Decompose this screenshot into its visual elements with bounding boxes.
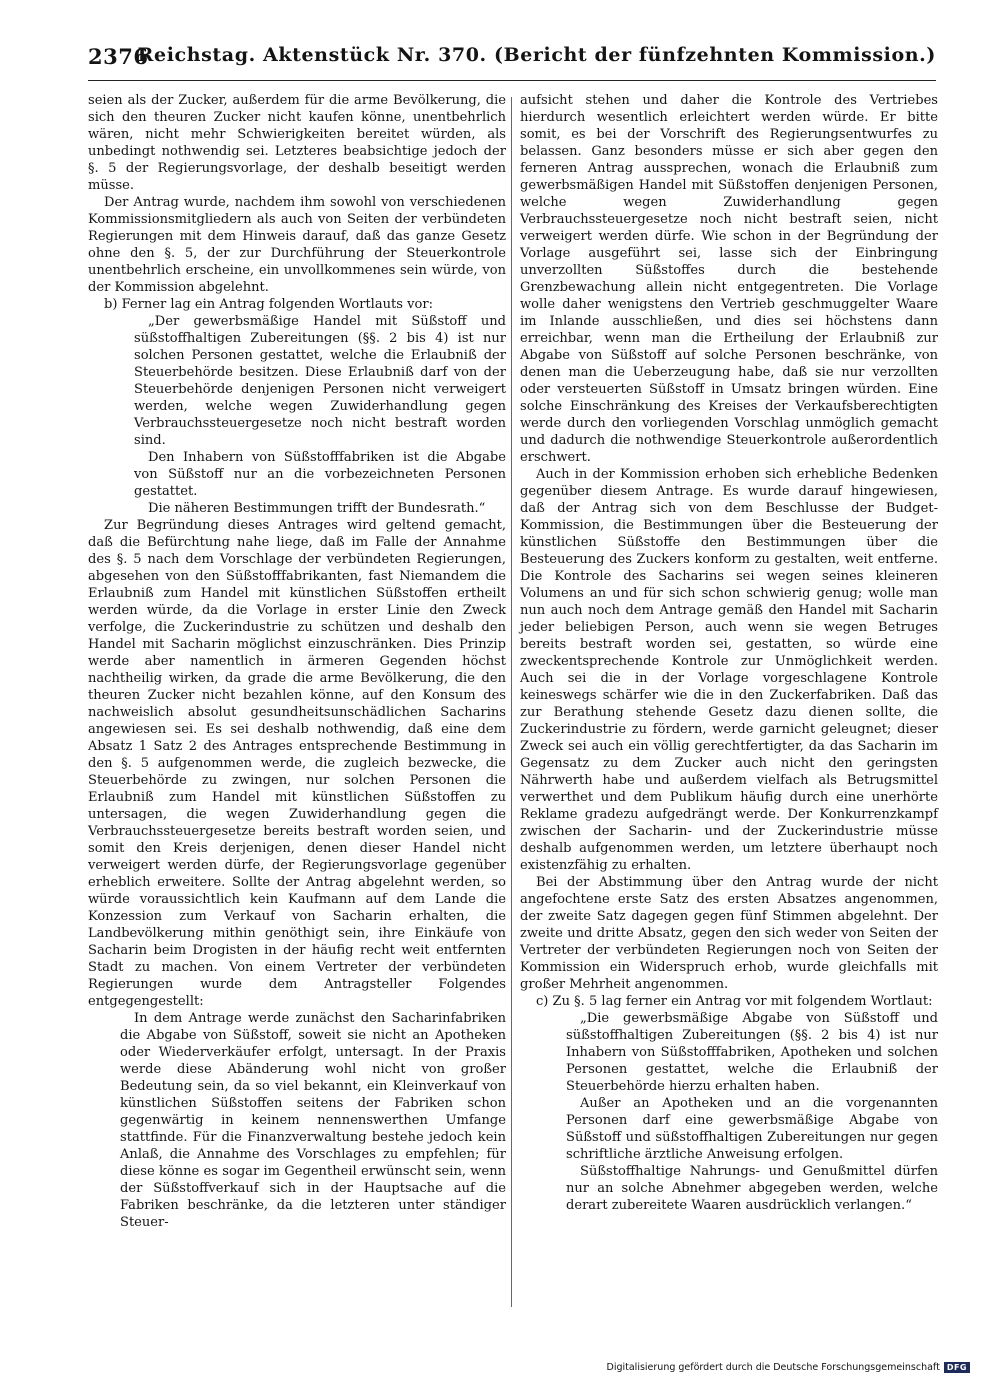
quoted-motion: Den Inhabern von Süßstofffabriken ist die Abgabe von Süßstoff nur an die vorbezeichneten Personen gestattet. — [134, 450, 506, 499]
paragraph: aufsicht stehen und daher die Kontrole des Vertriebes hierdurch wesentlich erleichtert werden würde. Er bitte somit, es bei der Vorschrift des Regierungsentwurfes zu belassen. Ganz besonders müsse er sich aber gegen den ferneren Antrag aussprechen, wonach die Erlaubniß zum gewerbsmäßigen Handel mit Süßstoffen denjenigen Personen, welche wegen Zuwiderhandlung gegen Verbrauchssteuergesetze noch nicht bestraft seien, nicht verweigert werden dürfe. Wie schon in der Begründung der Vorlage ausgeführt sei, lasse sich der Einbringung unverzollten Süßstoffes durch die bestehende Grenzbewachung allein nicht entgegentreten. Die Vorlage wolle daher wenigstens den Vertrieb geschmuggelter Waare im Inlande ausschließen, und dies sei höchstens dann erreichbar, wenn man die Ertheilung der Erlaubniß zur Abgabe von Süßstoff auf solche Personen beschränke, von denen man die Ueberzeugung habe, daß sie nur verzollten oder versteuerten Süßstoff in Umsatz bringen würden. Eine solche Einschränkung des Kreises der Verkaufsberechtigten werde durch den vorliegenden Vorschlag unmöglich gemacht und dadurch die nothwendige Steuerkontrole außerordentlich erschwert. — [520, 93, 938, 465]
quoted-motion: Süßstoffhaltige Nahrungs- und Genußmittel dürfen nur an solche Abnehmer abgegeben werden, welche derart zubereitete Waaren ausdrücklich verlangen.“ — [566, 1164, 938, 1213]
dfg-logo: DFG — [944, 1362, 970, 1373]
paragraph: Bei der Abstimmung über den Antrag wurde der nicht angefochtene erste Satz des ersten Absatzes angenommen, der zweite Satz dagegen gegen fünf Stimmen abgelehnt. Der zweite und dritte Absatz, gegen den sich weder von Seiten der Vertreter der verbündeten Regierungen noch von Seiten der Kommission ein Widerspruch erhob, wurde gleichfalls mit großer Mehrheit angenommen. — [520, 875, 938, 992]
left-column — [88, 92, 506, 1231]
credit-text: Digitalisierung gefördert durch die Deutsche Forschungsgemeinschaft — [606, 1362, 940, 1373]
right-column — [520, 92, 938, 1214]
column-divider — [511, 97, 512, 1307]
motion-heading: c) Zu §. 5 lag ferner ein Antrag vor mit folgendem Wortlaut: — [536, 994, 933, 1009]
quoted-motion: „Die gewerbsmäßige Abgabe von Süßstoff und süßstoffhaltigen Zubereitungen (§§. 2 bis 4) ist nur Inhabern von Süßstofffabriken, Apotheken und solchen Personen gestattet, welche die Erlaubniß der Steuerbehörde hierzu erhalten haben. — [566, 1011, 938, 1094]
paragraph: In dem Antrage werde zunächst den Sacharinfabriken die Abgabe von Süßstoff, soweit sie nicht an Apotheken oder Wiederverkäufer erfolgt, untersagt. In der Praxis werde diese Abänderung wohl nicht von großer Bedeutung sein, da so viel bekannt, ein Kleinverkauf von künstlichen Süßstoffen seitens der Fabriken schon gegenwärtig in keinem nennenswerthen Umfange stattfinde. Für die Finanzverwaltung bestehe jedoch kein Anlaß, die Annahme des Vorschlages zu empfehlen; für diese könne es sogar im Gegentheil erwünscht sein, wenn der Süßstoffverkauf sich in der Hauptsache auf die Fabriken beschränke, da die letzteren unter ständiger Steuer- — [120, 1011, 506, 1230]
running-title: Reichstag. Aktenstück Nr. 370. (Bericht der fünfzehnten Kommission.) — [137, 44, 936, 66]
digitization-credit — [607, 1362, 970, 1373]
paragraph: Zur Begründung dieses Antrages wird geltend gemacht, daß die Befürchtung nahe liege, daß im Falle der Annahme des §. 5 nach dem Vorschlage der verbündeten Regierungen, abgesehen von den Süßstofffabrikanten, fast Niemandem die Erlaubniß zum Handel mit künstlichen Süßstoffen ertheilt werden würde, da die Vorlage in erster Linie den Zweck verfolge, die Zuckerindustrie zu schützen und deshalb den Handel mit Sacharin möglichst einzuschränken. Dies Prinzip werde aber namentlich in ärmeren Gegenden höchst nachtheilig wirken, da grade die arme Bevölkerung, die den theuren Zucker nicht bezahlen könne, auf den Konsum des nachweislich absolut gesundheitsunschädlichen Sacharins angewiesen sei. Es sei deshalb nothwendig, daß eine dem Absatz 1 Satz 2 des Antrages entsprechende Bestimmung in den §. 5 aufgenommen werde, die zugleich bezwecke, die Steuerbehörde zu zwingen, nur solchen Personen die Erlaubniß zum Handel mit künstlichen Süßstoffen zu untersagen, die wegen Zuwiderhandlung gegen die Verbrauchssteuergesetze bereits bestraft worden seien, und somit den Kreis derjenigen, denen dieser Handel nicht verweigert werden dürfe, der Regierungsvorlage gegenüber erheblich erweitere. Sollte der Antrag abgelehnt werden, so würde voraussichtlich kein Kaufmann auf dem Lande die Konzession zum Verkauf von Sacharin erhalten, die Landbevölkerung mithin genöthigt sein, ihre Einkäufe von Sacharin beim Drogisten in der häufig recht weit entfernten Stadt zu machen. Von einem Vertreter der verbündeten Regierungen wurde dem Antragsteller Folgendes entgegengestellt: — [88, 518, 506, 1009]
paragraph: Auch in der Kommission erhoben sich erhebliche Bedenken gegenüber diesem Antrage. Es wurde darauf hingewiesen, daß der Antrag sich von dem Beschlusse der Budget-Kommission, die Bestimmungen über die Besteuerung der künstlichen Süßstoffe den Bestimmungen über die Besteuerung des Zuckers konform zu gestalten, weit entferne. Die Kontrole des Sacharins sei wegen seines kleineren Volumens an und für sich schon schwierig genug; wolle man nun auch noch dem Antrage gemäß den Handel mit Sacharin jeder beliebigen Person, auch wenn sie wegen Betruges bereits bestraft worden sei, gestatten, so würde eine zweckentsprechende Kontrole zur Unmöglichkeit werden. Auch sei die in der Vorlage vorgeschlagene Kontrole keineswegs schärfer wie die in den Zuckerfabriken. Daß das zur Berathung stehende Gesetz dazu dienen sollte, die Zuckerindustrie zu fördern, werde garnicht geleugnet; dieser Zweck sei auch ein völlig gerechtfertigter, da das Sacharin im Gegensatz zu dem Zucker auch nicht den geringsten Nährwerth habe und außerdem vielfach als Betrugsmittel verwerthet und dem Publikum häufig durch eine unerhörte Reklame gradezu aufgedrängt werde. Der Konkurrenzkampf zwischen der Sacharin- und der Zuckerindustrie müsse deshalb aufgenommen werden, um letztere überhaupt noch existenzfähig zu erhalten. — [520, 467, 938, 873]
page-number: 2376 — [88, 44, 149, 69]
header-rule — [88, 80, 936, 81]
quoted-motion: „Der gewerbsmäßige Handel mit Süßstoff und süßstoffhaltigen Zubereitungen (§§. 2 bis 4) ist nur solchen Personen gestattet, welche die Erlaubniß der Steuerbehörde besitzen. Diese Erlaubniß darf von der Steuerbehörde denjenigen Personen nicht verweigert werden, welche wegen Zuwiderhandlung gegen Verbrauchssteuergesetze noch nicht bestraft worden sind. — [134, 314, 506, 448]
paragraph: Der Antrag wurde, nachdem ihm sowohl von verschiedenen Kommissionsmitgliedern als auch von Seiten der verbündeten Regierungen mit dem Hinweis darauf, daß das ganze Gesetz ohne den §. 5, der zur Durchführung der Steuerkontrole unentbehrlich erscheine, ein unvollkommenes sein würde, von der Kommission abgelehnt. — [88, 195, 506, 295]
quoted-motion: Die näheren Bestimmungen trifft der Bundesrath.“ — [148, 501, 486, 516]
quoted-motion: Außer an Apotheken und an die vorgenannten Personen darf eine gewerbsmäßige Abgabe von Süßstoff und süßstoffhaltigen Zubereitungen nur gegen schriftliche ärztliche Anweisung erfolgen. — [566, 1096, 938, 1162]
page-header — [88, 44, 936, 78]
paragraph: seien als der Zucker, außerdem für die arme Bevölkerung, die sich den theuren Zucker nicht kaufen könne, unentbehrlich wären, nicht mehr Schwierigkeiten bereitet würden, als unbedingt nothwendig sei. Letzteres beabsichtige jedoch der §. 5 der Regierungsvorlage, der deshalb beseitigt werden müsse. — [88, 93, 506, 193]
motion-heading: b) Ferner lag ein Antrag folgenden Wortlauts vor: — [104, 297, 433, 312]
